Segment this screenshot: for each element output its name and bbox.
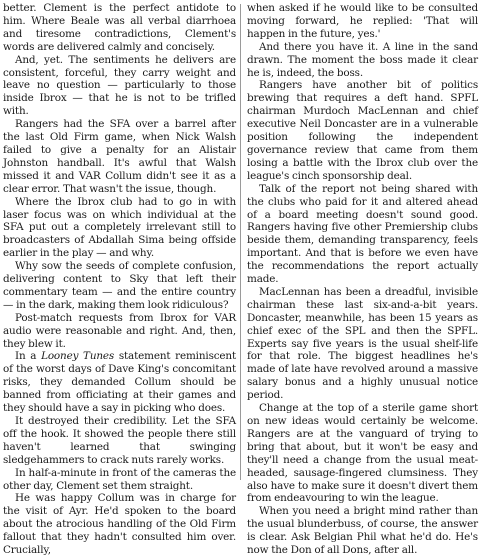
paragraph: In half-a-minute in front of the cameras the other day, Clement set them straight. <box>3 466 236 492</box>
paragraph: Why sow the seeds of complete confusion, delivering content to Sky that left their commentary team — and the entire country — in the dark, making them look ridiculous? <box>3 260 236 311</box>
italic-title: Looney Tunes <box>41 350 115 363</box>
paragraph: He was happy Collum was in charge for the visit of Ayr. He'd spoken to the board about the atrocious handling of the Old Firm fallout that they hadn't consulted him over. Crucially, <box>3 492 236 557</box>
paragraph: Change at the top of a sterile game short on new ideas would certainly be welcome. Rangers are at the vanguard of trying to bring that about, but it won't be easy and they'll need a change from the usual meat-headed, sausage-fingered clumsiness. They also have to make sure it doesn't divert them from endeavouring to win the league. <box>247 402 478 505</box>
paragraph: Where the Ibrox club had to go in with laser focus was on which individual at the SFA put out a completely irrelevant still to broadcasters of Abdallah Sima being offside earlier in the play — and why. <box>3 195 236 260</box>
paragraph: Post-match requests from Ibrox for VAR audio were reasonable and right. And, then, they blew it. <box>3 311 236 350</box>
paragraph: It destroyed their credibility. Let the SFA off the hook. It showed the people there still haven't learned that swinging sledgehammers to crack nuts rarely works. <box>3 415 236 466</box>
paragraph-text: In a <box>15 350 42 363</box>
paragraph: Rangers had the SFA over a barrel after the last Old Firm game, when Nick Walsh failed to give a penalty for an Alistair Johnston handball. It's awful that Walsh missed it and VAR Collum didn't see it as a clear error. That wasn't the issue, though. <box>3 118 236 195</box>
paragraph: Rangers have another bit of politics brewing that requires a deft hand. SPFL chairman Murdoch MacLennan and chief executive Neil Doncaster are in a vulnerable position following the independent governance review that came from them losing a battle with the Ibrox club over the league's cinch sponsorship deal. <box>247 79 478 182</box>
paragraph: And there you have it. A line in the sand drawn. The moment the boss made it clear he is, indeed, the boss. <box>247 40 478 79</box>
paragraph <box>3 350 236 415</box>
article-column-left <box>3 2 240 557</box>
article-column-right <box>241 2 478 557</box>
paragraph: Talk of the report not being shared with the clubs who paid for it and altered ahead of a board meeting doesn't sound good. Rangers having five other Premiership clubs beside them, demanding transparency, feels important. And that is before we even have the recommendations the report actually made. <box>247 182 478 286</box>
paragraph: MacLennan has been a dreadful, invisible chairman these last six-and-a-bit years. Doncaster, meanwhile, has been 15 years as chief exec of the SPL and then the SPFL. Experts say five years is the usual shelf-life for that role. The biggest headlines he's made of late have revolved around a massive salary bonus and a highly unusual notice period. <box>247 285 478 402</box>
paragraph: And, yet. The sentiments he delivers are consistent, forceful, they carry weight and leave no question — particularly to those inside Ibrox — that he is not to be trifled with. <box>3 53 236 118</box>
paragraph: When you need a bright mind rather than the usual blunderbuss, of course, the answer is clear. Ask Belgian Phil what he'd do. He's now the Don of all Dons, after all. <box>247 505 478 557</box>
paragraph: better. Clement is the perfect antidote to him. Where Beale was all verbal diarrhoea and tiresome contradictions, Clement's words are delivered calmly and concisely. <box>3 2 236 53</box>
paragraph-text: statement reminiscent of the worst days of Dave King's concomitant risks, they demanded Collum should be banned from officiating at their games and they should have a say in picking who does. <box>3 350 236 415</box>
paragraph: when asked if he would like to be consulted moving forward, he replied: 'That will happen in the future, yes.' <box>247 2 478 40</box>
